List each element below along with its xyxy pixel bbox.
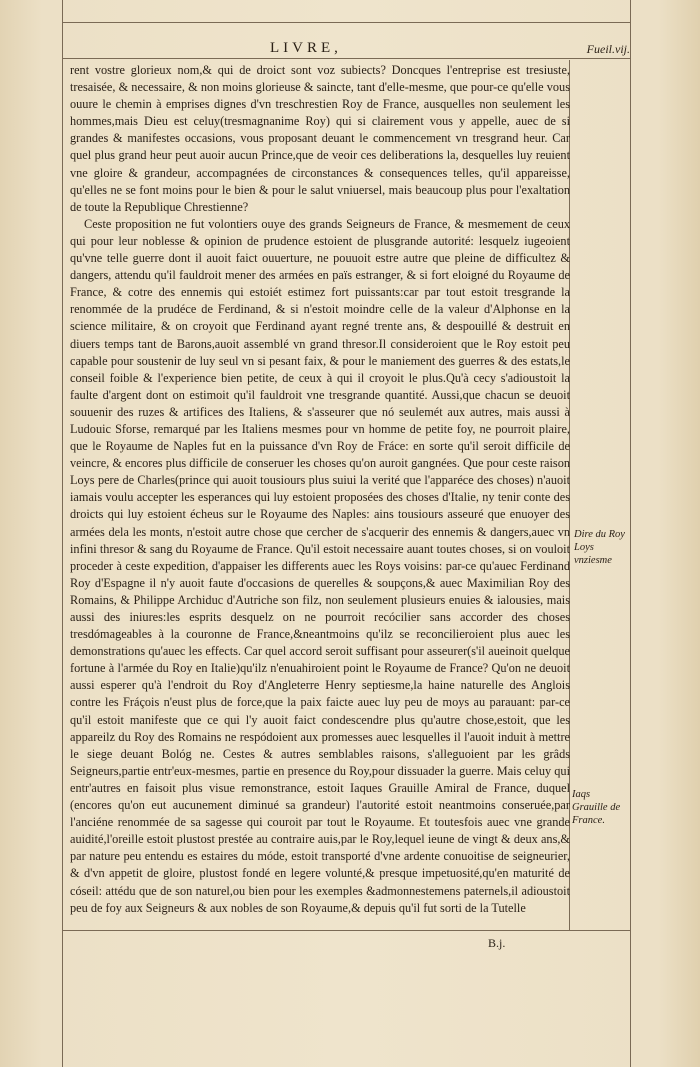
margin-note: Iaqs Grauille de France. [572,789,621,826]
paragraph: rent vostre glorieux nom,& qui de droict sont voz subiects? Doncques l'entreprise est tresiuste, tresaisée, & necessaire, & non moins glorieuse & saincte, tant d'elle-mesme, que pour-ce qu'elle vous ouure le chemin à emprises dignes d'vn treschrestien Roy de France, ausquelles non seulement les hommes,mais Dieu est celuy(tresmagnanime Roy) qui si clairement vous y appelle, auec de si grandes & manifestes occasions, vous proposant deuant le commencement vn tresgrand heur. Car quel plus grand heur peut auoir aucun Prince,que de veoir ces deliberations la, desquelles luy reuient vne gloire & grandeur, accompagnées de circonstances & consequences telles, qu'il appareisse, qu'elles ne se font moins pour le bien & pour le salut vniuersel, mais beaucoup plus pour l'exaltation de toute la Republique Chrestienne? [70,63,570,214]
running-title: LIVRE, [270,40,342,56]
paragraph: Ceste proposition ne fut volontiers ouye des grands Seigneurs de France, & mesmement de ceux qui pour leur noblesse & opinion de prudence estoient de plusgrande autorité: lesquelz iugeoient qu'vne telle guerre dont il auoit faict ouuerture, ne pouuoit estre autre que pleine de difficultez & dangers, attendu qu'il fauldroit mener des armées en païs estranger, & si fort eloigné du Royaume de France, & cotre des ennemis qui estoiét estimez fort puissants:car par tout estoit tresgrande la renommée de la prudéce de Ferdinand, & si n'estoit moindre celle de la valeur d'Alphonse en la science militaire, & on croyoit que Ferdinand ayant regné trente ans, & despouillé & destruit en diuers temps tant de Barons,auoit assemblé vn grand thresor.Il consideroient que le Roy estoit peu capable pour soustenir de luy seul vn si pesant faix, & pour le maniement des guerres & des estats,le conseil foible & l'experience bien petite, de ceux à qui il croyoit le plus.Qu'à cecy s'adioustoit la faulte d'argent dont on estimoit qu'il fauldroit vne tresgrande quantité. Aussi,que chacun se deuoit souuenir des ruzes & artifices des Italiens, & s'asseurer que nó seulemét aux autres, mais aussi à Ludouic Sforse, remarqué par les Italiens mesmes pour vn homme de petite foy, ne pourroit plaire, que le Royaume de Naples fut en la puissance d'vn Roy de Fráce: en sorte qu'il seroit difficile de veincre, & encores plus difficile de conseruer les choses qu'on auroit gangnées. Que pour ceste raison Loys pere de Charles(prince qui auoit tousiours plus suiui la verité que l'apparéce des choses) n'auoit iamais voulu accepter les esperances qui luy estoient proposées des choses d'Italie, ny tenir conte des droicts qui luy estoient écheus sur le Royaume des Naples: ains tousiours asseuré que enuoyer des armées dela les monts, n'estoit autre chose que cercher de s'acquerir des ennemis & dangers,auec vn infini thresor & sang du Royaume de France. Qu'il estoit necessaire auant toutes choses, si on vouloit proceder à ceste expedition, d'appaiser les differents auec les Roys voisins: par-ce qu'auec Ferdinand Roy d'Espagne il n'y auoit faute d'occasions de querelles & soupçons,& auec Maximilian Roy des Romains, & Philippe Archiduc d'Autriche son filz, non seulement plusieurs enuies & ialousies, mais aussi des iniures:les esprits desquelz on ne pourroit recócilier sans accorder des choses tresdómageables à la couronne de France,&neantmoins qu'ilz se reconcilieroient plus auec les demonstrations qu'auec les effects. Car quel accord seroit suffisant pour asseurer(s'il aueinoit quelque fortune à l'armée du Roy en Italie)qu'ilz n'enuahiroient point le Royaume de France? Qu'on ne deuoit aussi esperer qu'à l'endroit du Roy d'Angleterre Henry septiesme,la haine naturelle des Anglois contre les Fráçois n'eust plus de force,que la paix faicte auec luy peu de moys au parauant: par-ce qu'il estoit manifeste que ce qui l'y auoit faict condescendre plus qu'autre chose,estoit, que les appareilz du Roy des Romains ne respódoient aux promesses auec lesquelles il l'auoit induit à mettre le siege deuant Bológ ne. Cestes & autres semblables raisons, s'alleguoient par les grâds Seigneurs,partie entr'eux-mesmes, partie en presence du Roy,pour dissuader la guerre. Mais celuy qui entr'autres en faisoit plus visue remonstrance, estoit Iaques Grauille Amiral de France, duquel (encores qu'on eut aucunement diminué sa grandeur) l'autorité estoit neantmoins conseruée,par l'anciéne renommée de sa sagesse qui couroit par tout le Royaume. Et toutesfois auec vne grande auidité,l'oreille estoit plustost prestée au contraire auis,par le Roy,lequel ieune de vingt & deux ans,& par nature peu entendu es estaires du móde, estoit transporté d'vne ardente conuoitise de seigneurier, & d'vn appetit de gloire, plustost fondé en legere volunté,& presque impetuosité,qu'en maturité de cóseil: attédu que de son naturel,ou bien pour les exemples &admonnestemens paternels,il adioustoit peu de foy aux Seigneurs & aux nobles de son Royaume,& depuis qu'il fut sorti de la Tutelle [70,216,570,915]
signature-mark: B.j. [488,936,506,950]
page-header [70,40,630,60]
bottom-rule [62,930,631,931]
top-rule [62,22,631,23]
body-text [70,62,570,917]
left-margin-rule [62,0,63,1067]
right-margin-rule [630,0,631,1067]
margin-note: Dire du Roy Loys vnziesme [574,529,625,566]
folio-number: Fueil.vij. [586,42,630,56]
